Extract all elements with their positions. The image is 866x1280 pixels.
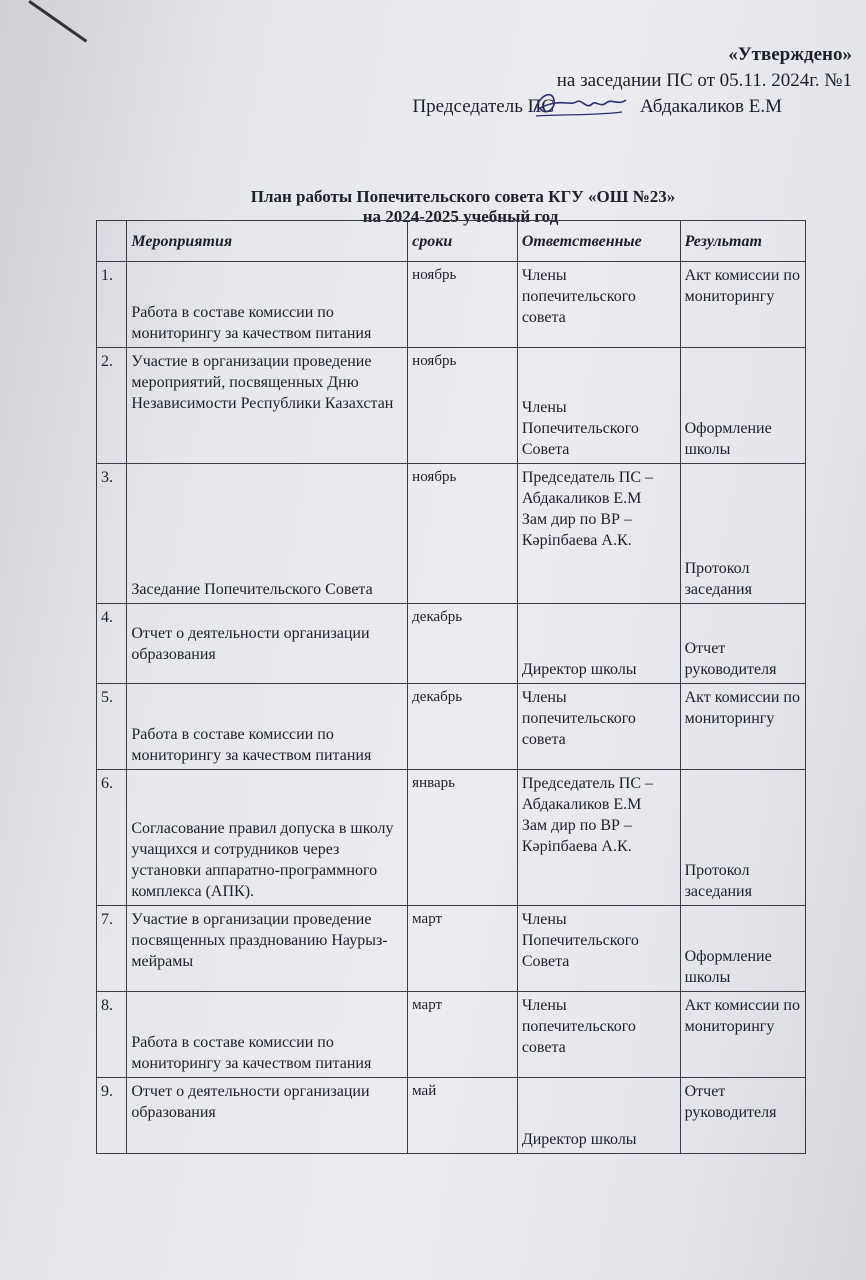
approval-title: «Утверждено» (728, 44, 852, 65)
chair-name: Абдакаликов Е.М (640, 96, 782, 117)
row-event: Работа в составе комиссии по мониторингу за качеством питания (127, 262, 408, 348)
row-num: 6. (97, 770, 127, 906)
row-date: январь (408, 770, 518, 906)
row-responsible-cell (517, 770, 680, 906)
row-event: Отчет о деятельности организации образования (127, 1078, 408, 1154)
header-event: Мероприятия (127, 221, 408, 262)
row-responsible: Директор школы (517, 1078, 680, 1154)
row-responsible-cell (517, 464, 680, 604)
row-responsible: Члены Попечительского Совета (517, 906, 680, 992)
table-row (97, 464, 806, 604)
row-num: 1. (97, 262, 127, 348)
row-result: Оформление школы (680, 906, 805, 992)
row-responsible-2: Зам дир по ВР – Кәріпбаева А.К. (521, 817, 632, 855)
row-date: ноябрь (408, 262, 518, 348)
approval-chair (412, 94, 782, 120)
table-row (97, 604, 806, 684)
row-num: 3. (97, 464, 127, 604)
row-date: май (408, 1078, 518, 1154)
row-responsible: Председатель ПС – Абдакаликов Е.М (521, 775, 654, 813)
table-row (97, 770, 806, 906)
row-responsible-2: Зам дир по ВР – Кәріпбаева А.К. (521, 511, 632, 549)
corner-mark (28, 0, 87, 43)
row-result: Акт комиссии по мониторингу (680, 684, 805, 770)
table-row (97, 684, 806, 770)
row-responsible: Члены попечительского совета (517, 684, 680, 770)
row-event: Отчет о деятельности организации образования (127, 604, 408, 684)
table-row (97, 992, 806, 1078)
row-result: Акт комиссии по мониторингу (680, 262, 805, 348)
row-event: Работа в составе комиссии по мониторингу за качеством питания (127, 992, 408, 1078)
row-date: март (408, 992, 518, 1078)
header-num (97, 221, 127, 262)
table-row (97, 1078, 806, 1154)
row-num: 2. (97, 348, 127, 464)
row-responsible: Члены попечительского совета (517, 992, 680, 1078)
approval-block (412, 42, 852, 120)
row-result: Акт комиссии по мониторингу (680, 992, 805, 1078)
row-date: ноябрь (408, 464, 518, 604)
row-result: Протокол заседания (680, 770, 805, 906)
row-event: Участие в организации проведение посвященных празднованию Наурыз- мейрамы (127, 906, 408, 992)
row-result: Отчет руководителя (680, 1078, 805, 1154)
signature (530, 86, 630, 126)
row-result: Отчет руководителя (680, 604, 805, 684)
table-row (97, 262, 806, 348)
row-result: Протокол заседания (680, 464, 805, 604)
header-date: сроки (408, 221, 518, 262)
chair-label: Председатель ПС (412, 96, 555, 117)
row-num: 4. (97, 604, 127, 684)
row-num: 8. (97, 992, 127, 1078)
row-date: декабрь (408, 684, 518, 770)
table-header-row (97, 221, 806, 262)
row-date: март (408, 906, 518, 992)
header-responsible: Ответственные (517, 221, 680, 262)
row-num: 5. (97, 684, 127, 770)
approval-meeting: на заседании ПС от 05.11. 2024г. №1 (556, 70, 852, 91)
row-date: декабрь (408, 604, 518, 684)
row-event: Работа в составе комиссии по мониторингу за качеством питания (127, 684, 408, 770)
row-responsible: Директор школы (517, 604, 680, 684)
title-line-2: на 2024-2025 учебный год (362, 207, 559, 226)
row-num: 7. (97, 906, 127, 992)
table-row (97, 348, 806, 464)
title-line-1: План работы Попечительского совета КГУ «ОШ №23» (250, 187, 676, 206)
row-responsible: Члены Попечительского Совета (517, 348, 680, 464)
row-event: Заседание Попечительского Совета (127, 464, 408, 604)
plan-table (96, 220, 806, 1154)
row-num: 9. (97, 1078, 127, 1154)
header-result: Результат (680, 221, 805, 262)
row-responsible: Члены попечительского совета (517, 262, 680, 348)
row-date: ноябрь (408, 348, 518, 464)
row-event: Участие в организации проведение мероприятий, посвященных Дню Независимости Республики Казахстан (127, 348, 408, 464)
table-row (97, 906, 806, 992)
row-responsible: Председатель ПС – Абдакаликов Е.М (521, 469, 654, 507)
row-event: Согласование правил допуска в школу учащихся и сотрудников через установки аппаратно-программного комплекса (АПК). (127, 770, 408, 906)
row-result: Оформление школы (680, 348, 805, 464)
